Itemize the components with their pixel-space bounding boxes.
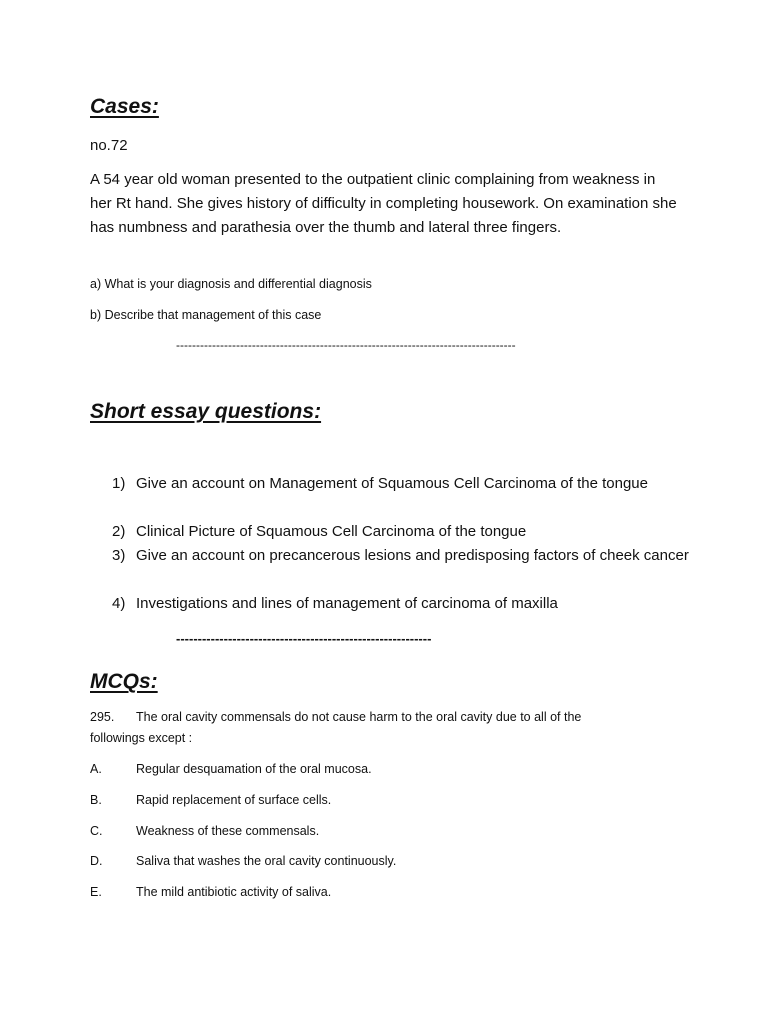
- mcq-question-text: The oral cavity commensals do not cause harm to the oral cavity due to all of the: [136, 710, 582, 724]
- case-question-b: b) Describe that management of this case: [90, 308, 322, 322]
- option-letter: D.: [90, 854, 103, 868]
- option-letter: C.: [90, 824, 103, 838]
- item-number: 3): [112, 547, 126, 564]
- mcq-question: [90, 709, 690, 725]
- option-text: Regular desquamation of the oral mucosa.: [136, 762, 372, 776]
- case-question-a: a) What is your diagnosis and differential diagnosis: [90, 277, 372, 291]
- item-text: Investigations and lines of management of carcinoma of maxilla: [136, 595, 558, 612]
- mcq-question-number: 295.: [90, 710, 115, 724]
- option-text: Rapid replacement of surface cells.: [136, 793, 332, 807]
- item-number: 4): [112, 595, 126, 612]
- item-text: Give an account on Management of Squamous Cell Carcinoma of the tongue: [136, 475, 648, 492]
- case-number: no.72: [90, 137, 128, 154]
- option-text: The mild antibiotic activity of saliva.: [136, 885, 332, 899]
- item-number: 2): [112, 523, 126, 540]
- divider-cases: -------------------------------------------------------------------------------------: [176, 338, 516, 352]
- cases-heading: Cases:: [90, 95, 159, 118]
- item-text: Clinical Picture of Squamous Cell Carcinoma of the tongue: [136, 523, 527, 540]
- option-text: Saliva that washes the oral cavity continuously.: [136, 854, 397, 868]
- option-letter: B.: [90, 793, 102, 807]
- option-text: Weakness of these commensals.: [136, 824, 320, 838]
- divider-short-essay: -----------------------------------------------------------: [176, 631, 432, 646]
- option-letter: E.: [90, 885, 102, 899]
- short-essay-heading: Short essay questions:: [90, 400, 322, 423]
- item-text: Give an account on precancerous lesions and predisposing factors of cheek cancer: [136, 547, 689, 564]
- mcqs-heading: MCQs:: [90, 670, 158, 693]
- option-letter: A.: [90, 762, 102, 776]
- item-number: 1): [112, 475, 126, 492]
- case-text: A 54 year old woman presented to the outpatient clinic complaining from weakness in her Rt hand. She gives history of difficulty in completing housework. On examination she has numbness and parathesia over the thumb and lateral three fingers.: [90, 171, 677, 236]
- mcq-question-text-cont: followings except :: [90, 731, 193, 745]
